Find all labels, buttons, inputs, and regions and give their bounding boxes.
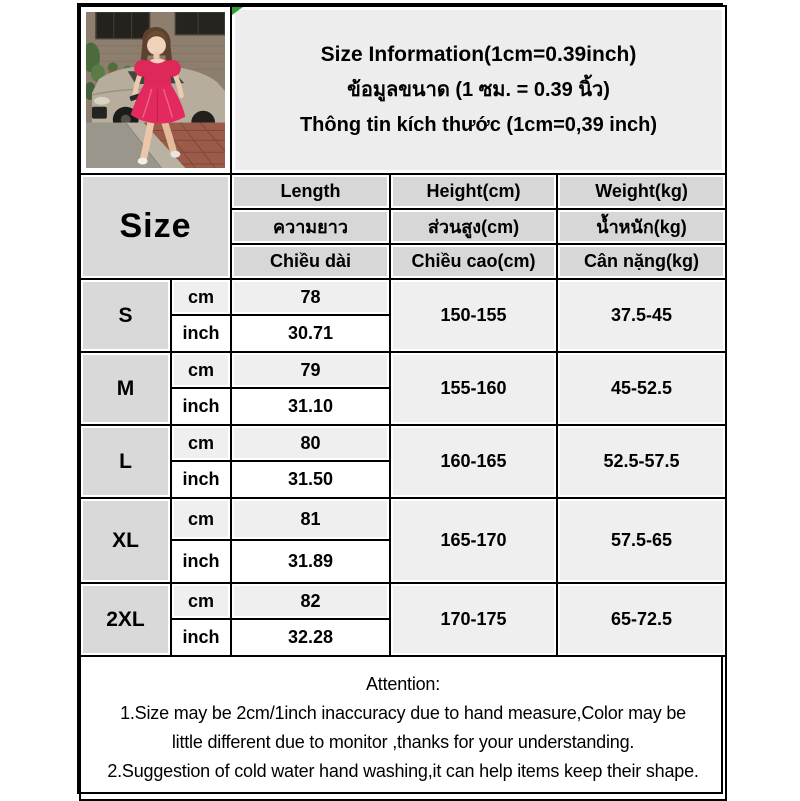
unit-inch-label-2xl: inch [171, 619, 231, 656]
product-photo-cell [80, 6, 231, 174]
size-label-xl: XL [80, 498, 171, 583]
length-cm-2xl: 82 [231, 583, 390, 619]
size-chart-sheet [77, 3, 723, 794]
col-header-weight-en: Weight(kg) [557, 174, 726, 209]
weight-range-xl: 57.5-65 [557, 498, 726, 583]
weight-range-m: 45-52.5 [557, 352, 726, 425]
unit-cm-label-2xl: cm [171, 583, 231, 619]
size-label-m: M [80, 352, 171, 425]
size-label-2xl: 2XL [80, 583, 171, 656]
col-header-height-en: Height(cm) [390, 174, 557, 209]
length-inch-2xl: 32.28 [231, 619, 390, 656]
unit-inch-label-l: inch [171, 461, 231, 498]
model-photo [86, 12, 225, 168]
unit-inch-label-m: inch [171, 388, 231, 425]
length-cm-xl: 81 [231, 498, 390, 540]
unit-cm-label-s: cm [171, 279, 231, 315]
size-column-header: Size [80, 174, 231, 279]
corner-marker-icon [232, 7, 243, 15]
attention-line-1: 1.Size may be 2cm/1inch inaccuracy due to hand measure,Color may be [120, 703, 686, 723]
size-label-s: S [80, 279, 171, 352]
col-header-weight-th: น้ำหนัก(kg) [557, 209, 726, 244]
title-line-en: Size Information(1cm=0.39inch) [320, 43, 637, 66]
col-header-length-vi: Chiều dài [231, 244, 390, 279]
col-header-height-th: ส่วนสูง(cm) [390, 209, 557, 244]
title-line-vi: Thông tin kích thước (1cm=0,39 inch) [299, 114, 658, 136]
height-range-s: 150-155 [390, 279, 557, 352]
unit-cm-label-xl: cm [171, 498, 231, 540]
size-label-l: L [80, 425, 171, 498]
attention-note [80, 656, 726, 800]
weight-range-s: 37.5-45 [557, 279, 726, 352]
length-cm-l: 80 [231, 425, 390, 461]
unit-inch-label-xl: inch [171, 540, 231, 583]
model-photo-illustration [86, 12, 225, 168]
length-cm-s: 78 [231, 279, 390, 315]
height-range-m: 155-160 [390, 352, 557, 425]
unit-cm-label-l: cm [171, 425, 231, 461]
height-range-xl: 165-170 [390, 498, 557, 583]
weight-range-l: 52.5-57.5 [557, 425, 726, 498]
length-cm-m: 79 [231, 352, 390, 388]
length-inch-l: 31.50 [231, 461, 390, 498]
length-inch-m: 31.10 [231, 388, 390, 425]
title-cell [231, 6, 726, 174]
col-header-length-th: ความยาว [231, 209, 390, 244]
attention-line-2: little different due to monitor ,thanks for your understanding. [171, 732, 635, 752]
height-range-2xl: 170-175 [390, 583, 557, 656]
attention-heading: Attention: [365, 674, 441, 694]
attention-line-3: 2.Suggestion of cold water hand washing,it can help items keep their shape. [107, 761, 699, 781]
length-inch-xl: 31.89 [231, 540, 390, 583]
col-header-length-en: Length [231, 174, 390, 209]
length-inch-s: 30.71 [231, 315, 390, 352]
weight-range-2xl: 65-72.5 [557, 583, 726, 656]
size-table [79, 5, 727, 801]
unit-cm-label-m: cm [171, 352, 231, 388]
col-header-weight-vi: Cân nặng(kg) [557, 244, 726, 279]
title-line-th: ข้อมูลขนาด (1 ซม. = 0.39 นิ้ว) [347, 79, 610, 101]
unit-inch-label-s: inch [171, 315, 231, 352]
height-range-l: 160-165 [390, 425, 557, 498]
col-header-height-vi: Chiều cao(cm) [390, 244, 557, 279]
